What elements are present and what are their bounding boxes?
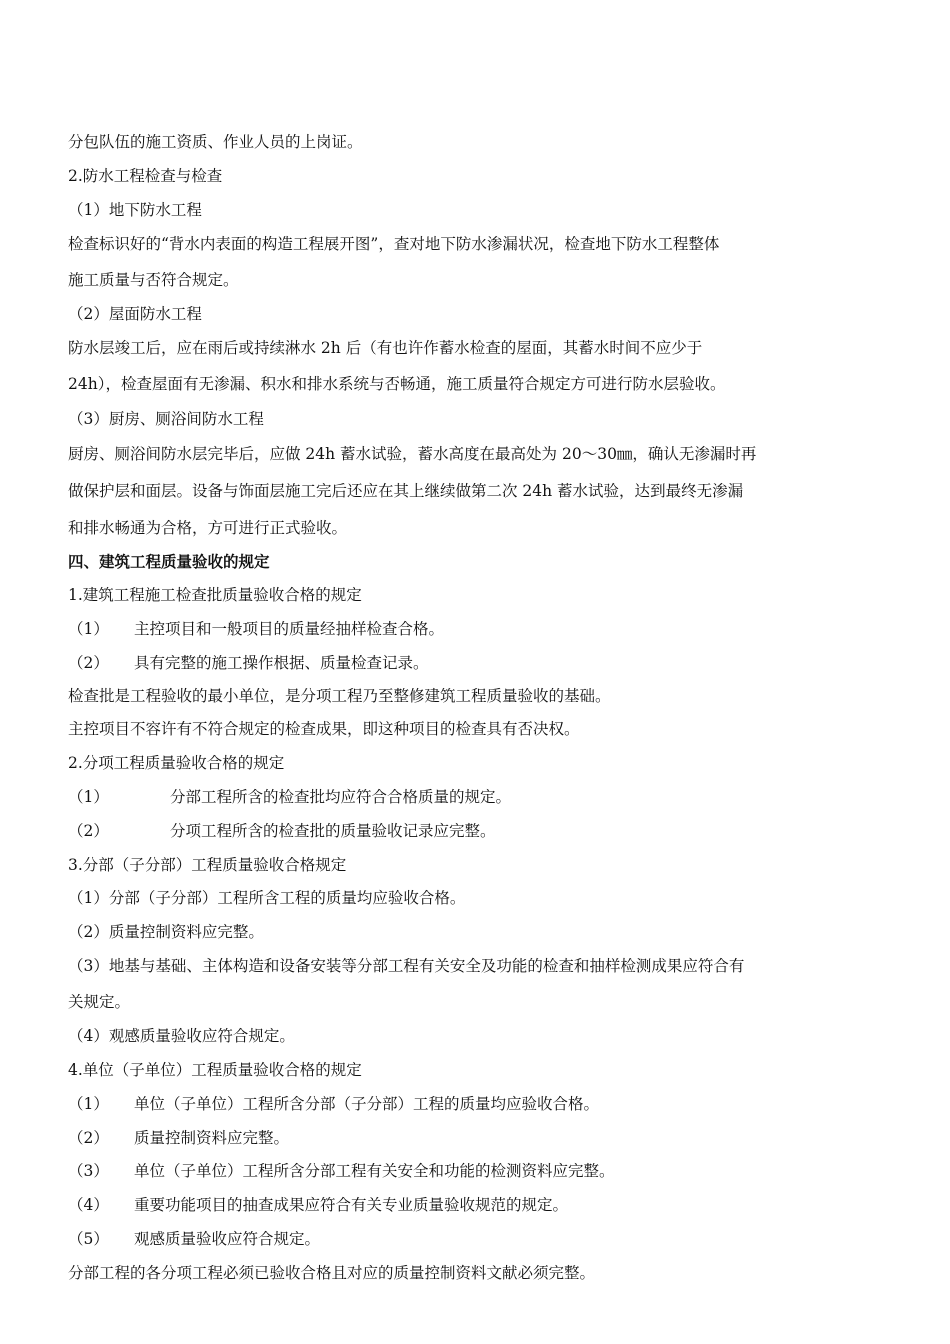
section-title: 1.建筑工程施工检查批质量验收合格的规定 — [68, 586, 362, 604]
subsection-title: （2）屋面防水工程 — [68, 305, 202, 323]
list-item — [68, 1094, 599, 1114]
item-text: 主控项目和一般项目的质量经抽样检查合格。 — [134, 620, 445, 638]
section-title: 4.单位（子单位）工程质量验收合格的规定 — [68, 1061, 362, 1079]
list-item — [68, 653, 429, 673]
item-number: （5） — [68, 1230, 109, 1248]
text-line: 防水层竣工后，应在雨后或持续淋水 2h 后（有也许作蓄水检查的屋面，其蓄水时间不应少于 — [68, 339, 703, 357]
list-item — [68, 821, 496, 841]
item-text: 分部工程所含的检查批均应符合合格质量的规定。 — [170, 788, 512, 806]
list-item — [68, 787, 511, 807]
item-number: （2） — [68, 654, 109, 672]
list-item — [68, 1128, 289, 1148]
subsection-title: （1）地下防水工程 — [68, 201, 202, 219]
text-line: 施工质量与否符合规定。 — [68, 271, 239, 289]
section-title: 3.分部（子分部）工程质量验收合格规定 — [68, 856, 347, 874]
text-line: 分部工程的各分项工程必须已验收合格且对应的质量控制资料文献必须完整。 — [68, 1264, 596, 1282]
item-number: （4） — [68, 1196, 109, 1214]
subsection-title: （3）厨房、厕浴间防水工程 — [68, 410, 264, 428]
list-item — [68, 619, 444, 639]
item-text: 质量控制资料应完整。 — [134, 1129, 290, 1147]
item-number: （1） — [68, 788, 109, 806]
text-line: 关规定。 — [68, 993, 131, 1011]
item-text: 具有完整的施工操作根据、质量检查记录。 — [134, 654, 429, 672]
item-number: （1） — [68, 620, 109, 638]
item-number: （2） — [68, 1129, 109, 1147]
text-line: 24h），检查屋面有无渗漏、积水和排水系统与否畅通，施工质量符合规定方可进行防水层验收。 — [68, 375, 726, 393]
item-text: 观感质量验收应符合规定。 — [134, 1230, 321, 1248]
text-line: 做保护层和面层。设备与饰面层施工完后还应在其上继续做第二次 24h 蓄水试验，达到最终无渗漏 — [68, 482, 744, 500]
chapter-heading: 四、建筑工程质量验收的规定 — [68, 553, 270, 571]
list-item — [68, 1195, 568, 1215]
item-text: 单位（子单位）工程所含分部工程有关安全和功能的检测资料应完整。 — [134, 1162, 615, 1180]
text-line: 检查标识好的“背水内表面的构造工程展开图”，查对地下防水渗漏状况，检查地下防水工程整体 — [68, 235, 720, 253]
text-line: （2）质量控制资料应完整。 — [68, 923, 264, 941]
item-number: （2） — [68, 822, 109, 840]
text-line: 检查批是工程验收的最小单位，是分项工程乃至整修建筑工程质量验收的基础。 — [68, 687, 611, 705]
text-line: 主控项目不容许有不符合规定的检查成果，即这种项目的检查具有否决权。 — [68, 720, 580, 738]
item-text: 单位（子单位）工程所含分部（子分部）工程的质量均应验收合格。 — [134, 1095, 600, 1113]
section-title: 2.分项工程质量验收合格的规定 — [68, 754, 285, 772]
item-number: （3） — [68, 1162, 109, 1180]
text-line: 厨房、厕浴间防水层完毕后，应做 24h 蓄水试验，蓄水高度在最高处为 20～30㎜，确认无渗漏时再 — [68, 445, 757, 463]
text-line: （3）地基与基础、主体构造和设备安装等分部工程有关安全及功能的检查和抽样检测成果应符合有 — [68, 957, 745, 975]
list-item — [68, 1161, 615, 1181]
item-text: 重要功能项目的抽查成果应符合有关专业质量验收规范的规定。 — [134, 1196, 569, 1214]
item-text: 分项工程所含的检查批的质量验收记录应完整。 — [170, 822, 496, 840]
list-item — [68, 1229, 320, 1249]
text-line: 和排水畅通为合格，方可进行正式验收。 — [68, 519, 348, 537]
item-number: （1） — [68, 1095, 109, 1113]
text-line: （1）分部（子分部）工程所含工程的质量均应验收合格。 — [68, 889, 466, 907]
section-title: 2.防水工程检查与检查 — [68, 167, 223, 185]
text-line: 分包队伍的施工资质、作业人员的上岗证。 — [68, 133, 363, 151]
text-line: （4）观感质量验收应符合规定。 — [68, 1027, 295, 1045]
